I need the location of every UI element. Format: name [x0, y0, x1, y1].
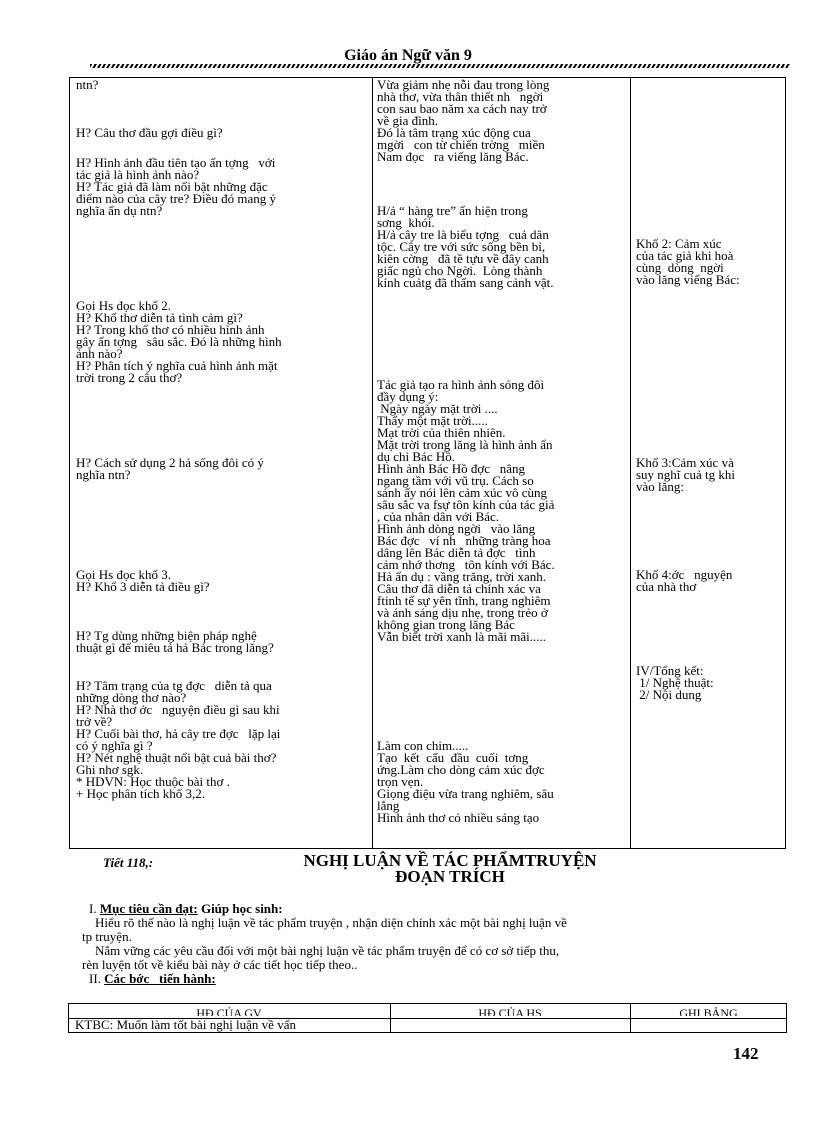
text-line: ảnh nào?	[76, 346, 123, 361]
text-line: kính cuảtg đã thấm sang cảnh vật.	[377, 275, 554, 290]
text-line: H? Khổ thơ diễn tả tình cảm gì?	[76, 310, 243, 325]
text-line: H/ả cây tre là biểu tợng cuả dân	[377, 227, 549, 242]
text-line: H? Tác giả đã làm nổi bật những đặc	[76, 179, 268, 194]
text-line: mgời con từ chiến trờng miền	[377, 137, 545, 152]
goal-1-line-2: tp truyện.	[82, 929, 132, 944]
text-line: H? Phân tích ý nghĩa cuả hình ảnh mặt	[76, 358, 278, 373]
section-1-title: Mục tiêu cần đạt:	[99, 901, 198, 916]
text-line: kiên cờng đã tề tựu về đây canh	[377, 251, 549, 266]
text-line: Hình ảnh Bác Hồ đợc nâng	[377, 461, 526, 476]
text-line: của nhà thơ	[636, 579, 697, 594]
goal-2-line-2: rèn luyện tốt về kiểu bài này ở các tiết học tiếp theo..	[82, 957, 358, 972]
text-line: Gọi Hs đọc khổ 2.	[76, 298, 171, 313]
text-line: và ánh sáng dịu nhẹ, trong trẻo ở	[377, 605, 548, 620]
text-line: Hình ảnh thơ có nhiều sáng tạo	[377, 810, 540, 825]
table-column-divider	[630, 77, 631, 849]
text-line: Câu thơ đã diễn tả chính xác va	[377, 581, 541, 596]
text-line: dụ chỉ Bác Hồ.	[377, 449, 455, 464]
section-2-heading	[89, 972, 216, 986]
section-1-prefix: I.	[89, 901, 100, 916]
text-line: của tác giả khi hoà	[636, 248, 734, 263]
text-line: Thấy một mặt trời.....	[377, 413, 488, 428]
text-line: Mạt trời của thiên nhiên.	[377, 425, 506, 440]
text-line: Nam đọc ra viếng lăng Bác.	[377, 149, 529, 164]
lesson-number-label: Tiết 118,:	[103, 855, 154, 870]
text-line: H? Khổ 3 diễn tả điều gì?	[76, 579, 210, 594]
text-line: điểm nào của cây tre? Điều đó mang ý	[76, 191, 276, 206]
text-line: dâng lên Bác diễn tả đợc tình	[377, 545, 536, 560]
text-line: sâu sắc va fsự tôn kính của tác giả	[377, 497, 555, 512]
text-line: Vừa giảm nhẹ nỗi đau trong lòng	[377, 77, 550, 92]
text-line: nhà thơ, vừa thân thiết nh ngời	[377, 89, 544, 104]
text-line: Bác đợc ví nh những tràng hoa	[377, 533, 551, 548]
text-line: cảm nhớ thơng tôn kính với Bác.	[377, 557, 555, 572]
text-line: trọn vẹn.	[377, 774, 424, 789]
text-line: 2/ Nội dung	[636, 687, 702, 702]
text-line: 1/ Nghệ thuật:	[636, 675, 714, 690]
text-line: trở về?	[76, 714, 113, 729]
text-line: giấc ngủ cho Ngời. Lòng thành	[377, 263, 543, 278]
text-line: suy nghĩ cuả tg khi	[636, 467, 735, 482]
header-student-activity: HĐ CỦA HS	[478, 1006, 542, 1016]
table-cell	[636, 569, 781, 593]
table-cell	[76, 79, 368, 91]
text-line: Giọng điệu vừa trang nghiêm, sâu	[377, 786, 554, 801]
text-line: Khổ 4:ớc nguyện	[636, 567, 733, 582]
text-line: , của nhân dân với Bác.	[377, 509, 500, 524]
text-line: H? Câu thơ đầu gợi điều gì?	[76, 125, 223, 140]
section-2-title: Các bớc tiến hành:	[104, 971, 216, 986]
text-line: tác giả là hình ảnh nào?	[76, 167, 200, 182]
text-line: H/ả “ hàng tre” ẩn hiện trong	[377, 203, 528, 218]
table-cell	[377, 740, 625, 824]
table-cell	[377, 379, 625, 643]
lesson-title	[220, 853, 680, 885]
text-line: Hình ảnh dòng ngời vào lăng	[377, 521, 536, 536]
table-column-divider	[372, 77, 373, 849]
text-line: + Học phân tích khổ 3,2.	[76, 786, 206, 801]
text-line: ngang tầm với vũ trụ. Cách so	[377, 473, 534, 488]
text-line: Ngày ngày mặt trời ....	[377, 401, 498, 416]
table-cell	[76, 127, 368, 139]
page-header-title: Giáo án Ngữ văn 9	[344, 47, 472, 64]
table-cell	[377, 205, 625, 289]
text-line: vào lăng:	[636, 479, 685, 494]
text-line: Tác giả tạo ra hình ảnh sóng đôi	[377, 377, 545, 392]
text-line: con sau bao năm xa cách nay trở	[377, 101, 547, 116]
text-line: tộc. Cây tre với sức sống bền bỉ,	[377, 239, 546, 254]
page-number: 142	[733, 1044, 759, 1063]
text-line: H? Hình ảnh đầu tiên tạo ấn tợng với	[76, 155, 276, 170]
text-line: Làm con chim.....	[377, 738, 469, 753]
section-2-prefix: II.	[89, 971, 105, 986]
table-cell-teacher: KTBC: Muốn làm tốt bài nghị luận về vấn	[75, 1017, 296, 1032]
text-line: trời trong 2 câu thơ?	[76, 370, 183, 385]
text-line: không gian trong lăng Bác	[377, 617, 515, 632]
text-line: những dòng thơ nào?	[76, 690, 187, 705]
goal-2-line-1: Nắm vững các yêu cầu đối với một bài nghị luận về tác phẩm truyện để có cơ sở tiếp thu,	[82, 943, 560, 958]
text-line: có ý nghĩa gì ?	[76, 738, 153, 753]
text-line: H? Tg dùng những biện pháp nghệ	[76, 628, 257, 643]
text-line: Hả ẩn dụ : vầng trăng, trời xanh.	[377, 569, 546, 584]
text-line: Khổ 3:Cảm xúc và	[636, 455, 734, 470]
text-line: cùng dòng ngời	[636, 260, 724, 275]
table-cell	[76, 569, 368, 593]
text-line: về gia đình.	[377, 113, 439, 128]
table-cell	[76, 630, 368, 654]
section-1-suffix: Giúp học sinh:	[197, 901, 283, 916]
text-line: ứng.Làm cho dòng cảm xúc đợc	[377, 762, 545, 777]
goal-1-line-1: Hiểu rõ thế nào là nghị luận về tác phẩm truyện , nhận diện chính xác một bài nghị luận về	[82, 915, 567, 930]
lesson-title-line-2: ĐOẠN TRÍCH	[395, 867, 505, 886]
text-line: H? Cuối bài thơ, hả cây tre đợc lặp lại	[76, 726, 281, 741]
text-line: nghĩa ntn?	[76, 467, 131, 482]
table-cell	[636, 238, 781, 286]
text-line: Mặt trời trong lăng là hình ảnh ẩn	[377, 437, 553, 452]
text-line: * HDVN: Học thuộc bài thơ .	[76, 774, 230, 789]
header-teacher-activity: HĐ CỦA GV	[196, 1006, 262, 1016]
text-line: sánh ấy nói lên cảm xúc vô cùng	[377, 485, 548, 500]
text-line: Khổ 2: Cảm xúc	[636, 236, 722, 251]
text-line: sơng khói.	[377, 215, 435, 230]
text-line: gây ấn tợng sâu sắc. Đó là những hình	[76, 334, 282, 349]
table-cell	[76, 157, 368, 217]
text-line: lắng	[377, 798, 400, 813]
text-line: H? Trong khổ thơ có nhiều hình ảnh	[76, 322, 265, 337]
text-line: H? Cách sử dụng 2 hả sống đôi có ý	[76, 455, 264, 470]
table-cell	[636, 457, 781, 493]
text-line: vào lăng viếng Bác:	[636, 272, 740, 287]
text-line: Tạo kết cấu đầu cuối tơng	[377, 750, 529, 765]
text-line: Vẫn biết trời xanh là mãi mãi.....	[377, 629, 546, 644]
header-board-notes: GHI BẢNG	[679, 1006, 738, 1016]
text-line: H? Tâm trạng của tg đợc diễn tả qua	[76, 678, 272, 693]
table-cell	[76, 300, 368, 384]
text-line: ntn?	[76, 77, 99, 92]
lesson-title-line-1: NGHỊ LUẬN VỀ TÁC PHẨMTRUYỆN	[303, 851, 597, 870]
text-line: đầy dụng ý:	[377, 389, 439, 404]
text-line: thuật gì để miêu tả hả Bác trong lăng?	[76, 640, 274, 655]
text-line: Đó là tâm trạng xúc động cua	[377, 125, 531, 140]
text-line: Gọi Hs đọc khổ 3.	[76, 567, 171, 582]
section-1-heading	[89, 902, 283, 916]
text-line: H? Nét nghệ thuật nổi bật cuả bài thơ?	[76, 750, 277, 765]
text-line: Ghi nhơ sgk.	[76, 762, 144, 777]
header-decorative-rule	[90, 64, 790, 68]
text-line: H? Nhà thơ ớc nguyện điều gì sau khi	[76, 702, 280, 717]
table-cell	[377, 79, 625, 163]
text-line: ftinh tế sự yên tĩnh, trang nghiêm	[377, 593, 551, 608]
table-cell	[636, 665, 781, 701]
text-line: IV/Tổng kết:	[636, 663, 704, 678]
table-cell	[76, 680, 368, 800]
table-cell	[76, 457, 368, 481]
text-line: nghĩa ẩn dụ ntn?	[76, 203, 163, 218]
